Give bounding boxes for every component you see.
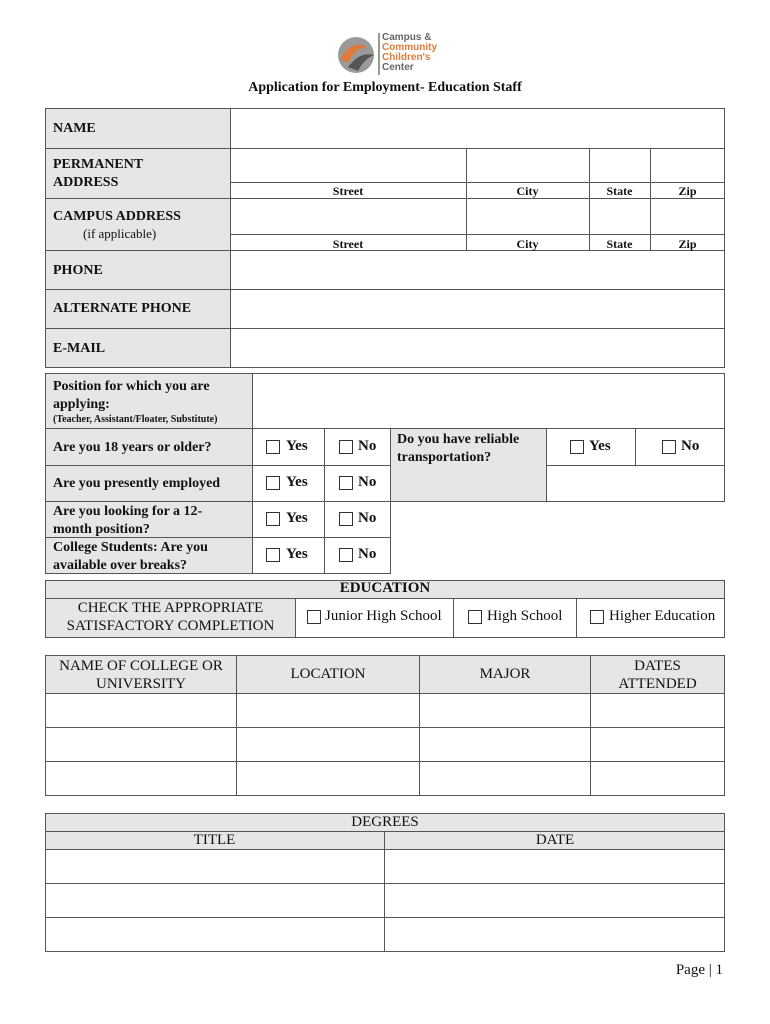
twelve-month-question: [53, 503, 202, 539]
twelve-month-yes-label: Yes: [286, 510, 308, 526]
age-no-checkbox[interactable]: [339, 440, 353, 454]
page-number: Page | 1: [675, 962, 723, 978]
position-label: [53, 378, 210, 414]
breaks-yes-checkbox[interactable]: [266, 548, 280, 562]
state-caption: State: [606, 184, 633, 198]
zip-caption-2: Zip: [678, 237, 697, 251]
location-cell[interactable]: [237, 762, 420, 796]
check-completion-label: [45, 599, 296, 635]
education-heading: EDUCATION: [339, 580, 431, 596]
permanent-zip-field[interactable]: [651, 149, 724, 181]
breaks-line-1: College Students: Are you: [53, 540, 208, 555]
breaks-line-2: available over breaks?: [53, 558, 188, 573]
college-col-name: NAME OF COLLEGE OR UNIVERSITY: [59, 657, 223, 692]
dates-cell[interactable]: [591, 728, 725, 762]
position-field[interactable]: [252, 373, 725, 429]
transport-line-2: transportation?: [397, 450, 492, 465]
permanent-city-field[interactable]: [467, 149, 588, 181]
logo-line-4: Center: [382, 62, 414, 73]
logo: [334, 33, 444, 77]
email-label: E-MAIL: [53, 341, 106, 356]
phone-label: PHONE: [53, 263, 103, 278]
high-school-checkbox[interactable]: [468, 610, 482, 624]
permanent-state-field[interactable]: [590, 149, 649, 181]
breaks-no-label: No: [358, 546, 377, 562]
twelve-month-line-1: Are you looking for a 12-: [53, 504, 203, 519]
street-caption: Street: [332, 184, 364, 198]
junior-high-checkbox[interactable]: [307, 610, 321, 624]
transport-no-label: No: [681, 438, 700, 454]
email-field[interactable]: [231, 329, 724, 367]
high-school-label: High School: [487, 608, 563, 624]
employed-yes-label: Yes: [286, 474, 308, 490]
transport-no-checkbox[interactable]: [662, 440, 676, 454]
permanent-address-line-2: ADDRESS: [53, 175, 119, 190]
major-cell[interactable]: [420, 728, 591, 762]
degree-date-cell[interactable]: [385, 850, 724, 883]
major-cell[interactable]: [420, 762, 591, 796]
degree-title-cell[interactable]: [46, 918, 384, 951]
employed-question: Are you presently employed: [53, 476, 221, 491]
location-cell[interactable]: [237, 728, 420, 762]
logo-line-3: Children's: [382, 52, 431, 63]
permanent-street-field[interactable]: [231, 149, 465, 181]
college-col-major: MAJOR: [479, 666, 531, 682]
logo-line-1: Campus &: [382, 32, 432, 43]
twelve-month-no-label: No: [358, 510, 377, 526]
twelve-month-line-2: month position?: [53, 522, 150, 537]
college-name-cell[interactable]: [46, 728, 237, 762]
degrees-heading: DEGREES: [351, 814, 419, 830]
table-row: [46, 762, 725, 796]
campus-address-note: (if applicable): [83, 226, 157, 241]
state-caption-2: State: [606, 237, 633, 251]
position-label-line-2: applying:: [53, 397, 110, 412]
college-table: [45, 655, 725, 796]
campus-city-field[interactable]: [467, 199, 588, 233]
major-cell[interactable]: [420, 694, 591, 728]
campus-address-label: CAMPUS ADDRESS: [53, 209, 181, 224]
college-col-dates: DATES ATTENDED: [618, 657, 697, 692]
position-label-line-1: Position for which you are: [53, 379, 210, 394]
logo-line-2: Community: [382, 42, 437, 53]
name-label: NAME: [53, 121, 96, 136]
transport-line-1: Do you have reliable: [397, 432, 520, 447]
phone-field[interactable]: [231, 251, 724, 288]
higher-education-label: Higher Education: [609, 608, 716, 624]
degree-date-cell[interactable]: [385, 884, 724, 917]
degree-col-date: DATE: [535, 832, 575, 848]
transport-yes-label: Yes: [589, 438, 611, 454]
higher-education-checkbox[interactable]: [590, 610, 604, 624]
alternate-phone-label: ALTERNATE PHONE: [53, 301, 192, 316]
alternate-phone-field[interactable]: [231, 290, 724, 327]
campus-zip-field[interactable]: [651, 199, 724, 233]
degree-date-cell[interactable]: [385, 918, 724, 951]
degree-col-title: TITLE: [193, 832, 236, 848]
campus-street-field[interactable]: [231, 199, 465, 233]
age-question: Are you 18 years or older?: [53, 440, 212, 455]
age-no-label: No: [358, 438, 377, 454]
street-caption-2: Street: [332, 237, 364, 251]
page-title: Application for Employment- Education Staff: [248, 80, 522, 95]
degree-title-cell[interactable]: [46, 850, 384, 883]
employed-no-checkbox[interactable]: [339, 476, 353, 490]
junior-high-label: Junior High School: [325, 608, 442, 624]
age-yes-label: Yes: [286, 438, 308, 454]
table-row: [46, 728, 725, 762]
college-col-location: LOCATION: [290, 666, 366, 682]
zip-caption: Zip: [678, 184, 697, 198]
degree-title-cell[interactable]: [46, 884, 384, 917]
check-completion-line-2: SATISFACTORY COMPLETION: [66, 618, 275, 634]
employed-no-label: No: [358, 474, 377, 490]
check-completion-line-1: CHECK THE APPROPRIATE: [77, 600, 264, 616]
employed-yes-checkbox[interactable]: [266, 476, 280, 490]
city-caption-2: City: [516, 237, 539, 251]
breaks-no-checkbox[interactable]: [339, 548, 353, 562]
table-row: [46, 694, 725, 728]
breaks-question: [53, 539, 208, 575]
logo-mark-icon: [334, 33, 378, 77]
college-name-cell[interactable]: [46, 694, 237, 728]
position-note: (Teacher, Assistant/Floater, Substitute): [53, 414, 218, 425]
campus-state-field[interactable]: [590, 199, 649, 233]
dates-cell[interactable]: [591, 762, 725, 796]
permanent-address-line-1: PERMANENT: [53, 157, 144, 172]
twelve-month-no-checkbox[interactable]: [339, 512, 353, 526]
permanent-address-label: [53, 156, 143, 192]
transport-yes-checkbox[interactable]: [570, 440, 584, 454]
city-caption: City: [516, 184, 539, 198]
twelve-month-yes-checkbox[interactable]: [266, 512, 280, 526]
name-field[interactable]: [231, 109, 724, 147]
dates-cell[interactable]: [591, 694, 725, 728]
breaks-yes-label: Yes: [286, 546, 308, 562]
college-name-cell[interactable]: [46, 762, 237, 796]
location-cell[interactable]: [237, 694, 420, 728]
age-yes-checkbox[interactable]: [266, 440, 280, 454]
transport-question: [397, 431, 519, 467]
